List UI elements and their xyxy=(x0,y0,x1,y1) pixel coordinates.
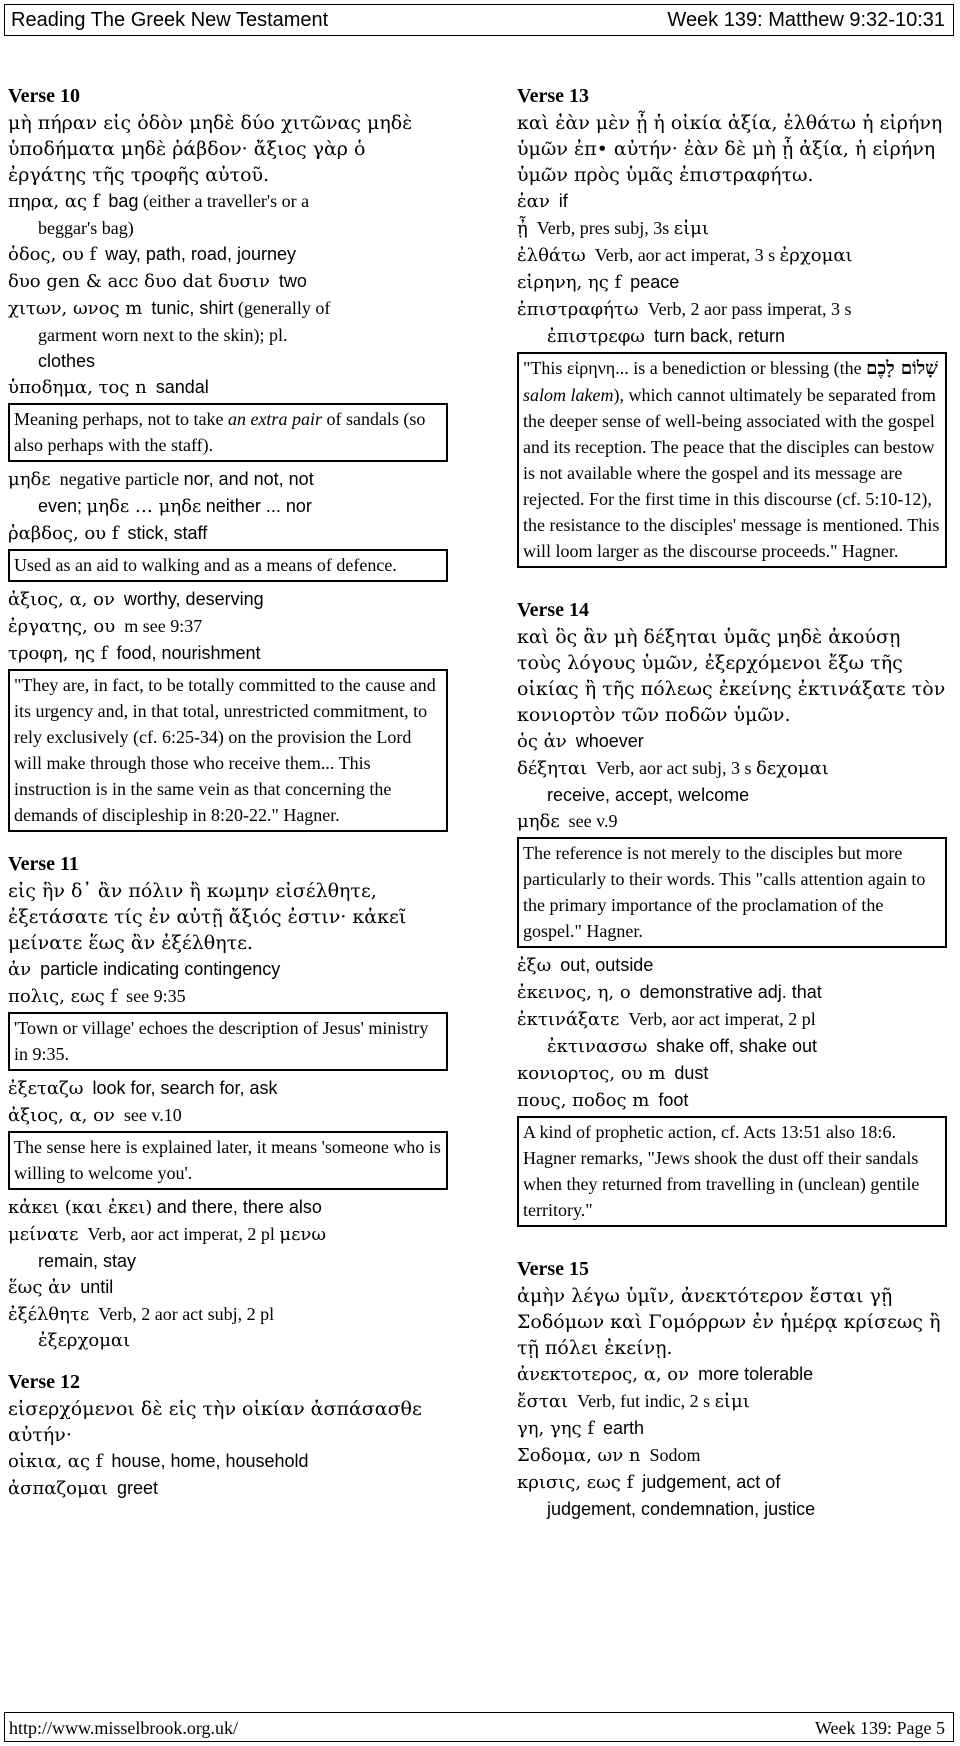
verse-13-text: καὶ ἐὰν μὲν ᾖ ἡ οἰκία ἀξία, ἐλθάτω ἡ εἰρήνη ὑμῶν ἐπ• αὐτήν· ἐὰν δὲ μὴ ᾖ ἀξία, ἡ εἰρήνη ὑμῶν πρὸς ὑμᾶς ἐπιστραφήτω. xyxy=(517,112,943,186)
vocab-entry: τροφη, ης f food, nourishment xyxy=(8,643,261,664)
note-box: "This εἰρηνη... is a benediction or blessing (the שָׁלוֹם לָכֶם salom lakem), which cannot ultimately be separated from the deeper sense of well-being associated with the gospel and its reception. The peace that the disciples can bestow is not available where the gospel and its message are rejected. For the first time in this discourse (cf. 5:10-12), the resistance to the disciples' message is mentioned. This will loom larger as the discourse proceeds." Hagner. xyxy=(517,352,947,568)
vocab-entry: ᾖ Verb, pres subj, 3s εἰμι xyxy=(517,218,709,239)
vocab-entry: ἕως ἀν until xyxy=(8,1277,114,1298)
verse-10-heading: Verse 10 xyxy=(8,85,81,107)
vocab-entry: ἐργατης, ου m see 9:37 xyxy=(8,616,203,637)
page-header xyxy=(4,4,954,36)
verse-14-text: καὶ ὃς ἂν μὴ δέξηται ὑμᾶς μηδὲ ἀκούσῃ τοὺς λόγους ὑμῶν, ἐξερχόμενοι ἔξω τῆς οἰκίας ἢ τῆς πόλεως ἐκείνης ἐκτινάξατε τὸν κονιορτὸν τῶν ποδῶν ὑμῶν. xyxy=(517,626,946,726)
verse-15-heading: Verse 15 xyxy=(517,1258,590,1280)
note-box: The sense here is explained later, it means 'someone who is willing to welcome you'. xyxy=(8,1131,448,1190)
vocab-entry: κονιορτος, ου m dust xyxy=(517,1063,709,1084)
verse-11-text: εἰς ἣν δ᾽ ἂν πόλιν ἢ κωμην εἰσέλθητε, ἐξετάσατε τίς ἐν αὐτῇ ἄξιός ἐστιν· κἀκεῖ μείνατε ἕως ἂν ἐξέλθητε. xyxy=(8,880,407,954)
vocab-entry: δυο gen & acc δυο dat δυσιν two xyxy=(8,271,307,292)
vocab-entry: πολις, εως f see 9:35 xyxy=(8,986,186,1007)
vocab-entry: ἐξω out, outside xyxy=(517,955,654,976)
page-footer xyxy=(4,1712,954,1742)
vocab-entry: ἀσπαζομαι greet xyxy=(8,1478,158,1499)
vocab-entry: κρισις, εως f judgement, act of judgement, condemnation, justice xyxy=(517,1472,816,1519)
verse-14-heading: Verse 14 xyxy=(517,599,590,621)
vocab-entry: οἰκια, ας f house, home, household xyxy=(8,1451,309,1472)
header-week: Week 139: Matthew 9:32-10:31 xyxy=(667,9,945,31)
vocab-entry: ἀξιος, α, ον see v.10 xyxy=(8,1105,182,1126)
vocab-entry: μηδε see v.9 xyxy=(517,811,618,832)
note-box: A kind of prophetic action, cf. Acts 13:51 also 18:6. Hagner remarks, "Jews shook the dust off their sandals when they returned from travelling in (unclean) gentile territory." xyxy=(517,1116,947,1227)
vocab-entry: ἐπιστραφήτω Verb, 2 aor pass imperat, 3 s ἐπιστρεφω turn back, return xyxy=(517,299,852,347)
vocab-entry: Σοδομα, ων n Sodom xyxy=(517,1445,701,1466)
vocab-entry: ὁς ἀν whoever xyxy=(517,731,644,752)
vocab-entry: ὁδος, ου f way, path, road, journey xyxy=(8,244,296,265)
vocab-entry: ὑποδημα, τος n sandal xyxy=(8,377,209,398)
verse-12-text: εἰσερχόμενοι δὲ εἰς τὴν οἰκίαν ἀσπάσασθε αὐτήν· xyxy=(8,1398,422,1446)
vocab-entry: ῥαβδος, ου f stick, staff xyxy=(8,523,208,544)
vocab-entry: εἰρηνη, ης f peace xyxy=(517,272,680,293)
footer-url[interactable]: http://www.misselbrook.org.uk/ xyxy=(9,1718,238,1738)
vocab-entry: γη, γης f earth xyxy=(517,1418,645,1439)
note-box: The reference is not merely to the disciples but more particularly to their words. This "calls attention again to the primary importance of the proclamation of the gospel." Hagner. xyxy=(517,837,947,948)
verse-10-text: μὴ πήραν εἰς ὁδὸν μηδὲ δύο χιτῶνας μηδὲ ὑποδήματα μηδὲ ῥάβδον· ἄξιος γὰρ ὁ ἐργάτης τῆς τροφῆς αὐτοῦ. xyxy=(8,112,413,186)
right-column xyxy=(517,84,947,1522)
verse-12-heading: Verse 12 xyxy=(8,1371,81,1393)
note-box: Used as an aid to walking and as a means of defence. xyxy=(8,549,448,582)
vocab-entry: ἀν particle indicating contingency xyxy=(8,959,281,980)
verse-13-heading: Verse 13 xyxy=(517,85,590,107)
vocab-entry: ἐκεινος, η, ο demonstrative adj. that xyxy=(517,982,822,1003)
vocab-entry: ἐκτινάξατε Verb, aor act imperat, 2 pl ἐκτινασσω shake off, shake out xyxy=(517,1009,818,1057)
note-box: "They are, in fact, to be totally committed to the cause and its urgency and, in that total, unrestricted commitment, to rely exclusively (cf. 6:25-34) on the provision the Lord will make through those who receive them... This instruction is in the same vein as that concerning the demands of discipleship in 8:20-22." Hagner. xyxy=(8,669,448,832)
vocab-entry: κἀκει (και ἐκει) and there, there also xyxy=(8,1197,322,1218)
vocab-entry: ἐξέλθητε Verb, 2 aor act subj, 2 pl ἐξερχομαι xyxy=(8,1304,275,1351)
vocab-entry: χιτων, ωνος m tunic, shirt (generally of garment worn next to the skin); pl. clothes xyxy=(8,298,331,371)
vocab-entry: ἀνεκτοτερος, α, ον more tolerable xyxy=(517,1364,814,1385)
vocab-entry: μείνατε Verb, aor act imperat, 2 pl μενω remain, stay xyxy=(8,1224,327,1271)
vocab-entry: πηρα, ας f bag (either a traveller's or a beggar's bag) xyxy=(8,191,310,238)
note-box: 'Town or village' echoes the description of Jesus' ministry in 9:35. xyxy=(8,1012,448,1071)
vocab-entry: ἐλθάτω Verb, aor act imperat, 3 s ἐρχομαι xyxy=(517,245,853,266)
vocab-entry: ἐαν if xyxy=(517,191,568,212)
verse-11-heading: Verse 11 xyxy=(8,853,79,875)
header-title: Reading The Greek New Testament xyxy=(11,9,329,31)
note-box: Meaning perhaps, not to take an extra pair of sandals (so also perhaps with the staff). xyxy=(8,403,448,462)
vocab-entry: μηδε negative particle nor, and not, not even; μηδε … μηδε neither ... nor xyxy=(8,469,314,517)
vocab-entry: ἐξεταζω look for, search for, ask xyxy=(8,1078,278,1099)
vocab-entry: δέξηται Verb, aor act subj, 3 s δεχομαι receive, accept, welcome xyxy=(517,758,829,805)
footer-page: Week 139: Page 5 xyxy=(814,1718,945,1738)
vocab-entry: ἔσται Verb, fut indic, 2 s εἰμι xyxy=(517,1391,750,1412)
verse-15-text: ἀμὴν λέγω ὑμῖν, ἀνεκτότερον ἔσται γῇ Σοδόμων καὶ Γομόρρων ἐν ἡμέρᾳ κρίσεως ἢ τῇ πόλει ἐκείνῃ. xyxy=(517,1285,941,1359)
vocab-entry: πους, ποδος m foot xyxy=(517,1090,689,1111)
vocab-entry: ἀξιος, α, ον worthy, deserving xyxy=(8,589,264,610)
left-column xyxy=(8,84,448,1502)
